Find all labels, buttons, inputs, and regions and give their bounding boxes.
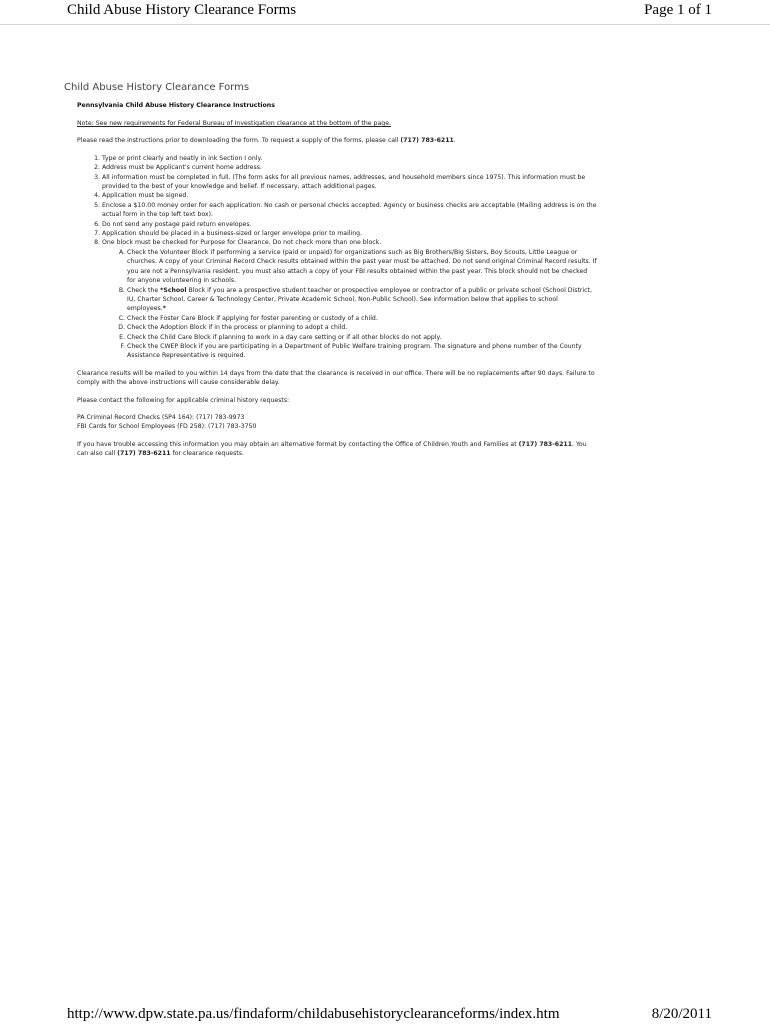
intro-phone: (717) 783-6211 — [400, 137, 454, 145]
step-7: 7. Application should be placed in a business-sized or larger envelope prior to mailing. — [102, 229, 597, 238]
sub-step-d: D. Check the Adoption Block if in the process or planning to adopt a child. — [127, 323, 597, 332]
purpose-blocks — [102, 248, 597, 361]
step-8 — [102, 238, 597, 360]
sub-step-b — [127, 286, 597, 314]
header-divider — [0, 24, 770, 25]
instruction-steps — [77, 154, 597, 361]
results-paragraph: Clearance results will be mailed to you within 14 days from the date that the clearance is received in our office. There will be no replacements after 90 days. Failure to comply with the above instructions will cause considerable delay. — [77, 369, 595, 387]
step-6: 6. Do not send any postage paid return envelopes. — [102, 220, 597, 229]
alt-format-phone-2: (717) 783-6211 — [117, 450, 171, 458]
sub-step-c: C. Check the Foster Care Block if applying for foster parenting or custody of a child. — [127, 314, 597, 323]
sub-step-b-bold: *School — [160, 286, 187, 294]
print-header-title: Child Abuse History Clearance Forms — [67, 2, 297, 18]
sub-step-a: A. Check the Volunteer Block if performing a service (paid or unpaid) for organizations such as Big Brothers/Big Sisters, Boy Scouts, Little League or churches. A copy of your Criminal Record Check results obtained within the past year must be attached. Do not send original Criminal Record results. If you are not a Pennsylvania resident, you must also attach a copy of your FBI results obtained within the past year. This block should not be checked for anyone volunteering in schools. — [127, 248, 597, 286]
step-2: 2. Address must be Applicant's current home address. — [102, 163, 597, 172]
alt-format-phone-1: (717) 783-6211 — [518, 440, 573, 448]
alt-format-text-2: . You can also call — [77, 440, 587, 458]
step-8-text: One block must be checked for Purpose for Clearance. Do not check more than one block. — [102, 239, 382, 247]
sub-step-b-pre: Check the — [127, 286, 161, 294]
print-footer — [0, 1006, 770, 1028]
fbi-note-link[interactable]: Note: See new requirements for Federal Bureau of Investigation clearance at the bottom of the page. — [77, 120, 391, 127]
page-title: Child Abuse History Clearance Forms — [64, 82, 250, 93]
alt-format-paragraph — [77, 440, 597, 459]
print-header-page: Page 1 of 1 — [644, 2, 712, 18]
print-footer-date: 8/20/2011 — [651, 1006, 712, 1022]
step-5: 5. Enclose a $10.00 money order for each application. No cash or personal checks accepted. Agency or business checks are acceptable (Mailing address is on the actual form in the top left text box). — [102, 201, 597, 220]
intro-paragraph — [77, 136, 597, 145]
contact-intro: Please contact the following for applicable criminal history requests: — [77, 396, 290, 404]
step-4: 4. Application must be signed. — [102, 191, 597, 200]
sub-step-b-post: Block if you are a prospective student teacher or prospective employee or contractor of a public or private school (School District, IU, Charter School, Career & Technology Center, Private Academic School, Non-Public School). See information below that applies to school employees. — [127, 286, 592, 313]
step-1: 1. Type or print clearly and neatly in ink Section I only. — [102, 154, 597, 163]
sub-step-f: F. Check the CWEP Block if you are participating in a Department of Public Welfare training program. The signature and phone number of the County Assistance Representative is required. — [127, 342, 597, 361]
contact-pa-criminal: PA Criminal Record Checks (SP4 164): (717) 783-9973 — [77, 413, 245, 421]
instructions-subtitle: Pennsylvania Child Abuse History Clearance Instructions — [77, 102, 275, 109]
main-content — [64, 82, 597, 467]
print-footer-url: http://www.dpw.state.pa.us/findaform/childabusehistoryclearanceforms/index.htm — [67, 1006, 560, 1022]
alt-format-text-1: If you have trouble accessing this information you may obtain an alternative format by contacting the Office of Children Youth and Families at — [77, 440, 519, 448]
sub-step-e: E. Check the Child Care Block if planning to work in a day care setting or if all other blocks do not apply. — [127, 333, 597, 342]
print-header — [0, 2, 770, 24]
sub-step-b-star: * — [162, 305, 166, 313]
contacts-list — [77, 413, 597, 432]
step-3: 3. All information must be completed in full. (The form asks for all previous names, addresses, and household members since 1975). This information must be provided to the best of your knowledge and belief. If necessary, attach additional pages. — [102, 173, 597, 192]
intro-end: . — [453, 137, 456, 145]
intro-text: Please read the instructions prior to downloading the form. To request a supply of the forms, please call — [77, 137, 401, 145]
contact-fbi-cards: FBI Cards for School Employees (FD 258): (717) 783-3750 — [77, 423, 257, 431]
alt-format-text-3: for clearance requests. — [170, 450, 244, 458]
